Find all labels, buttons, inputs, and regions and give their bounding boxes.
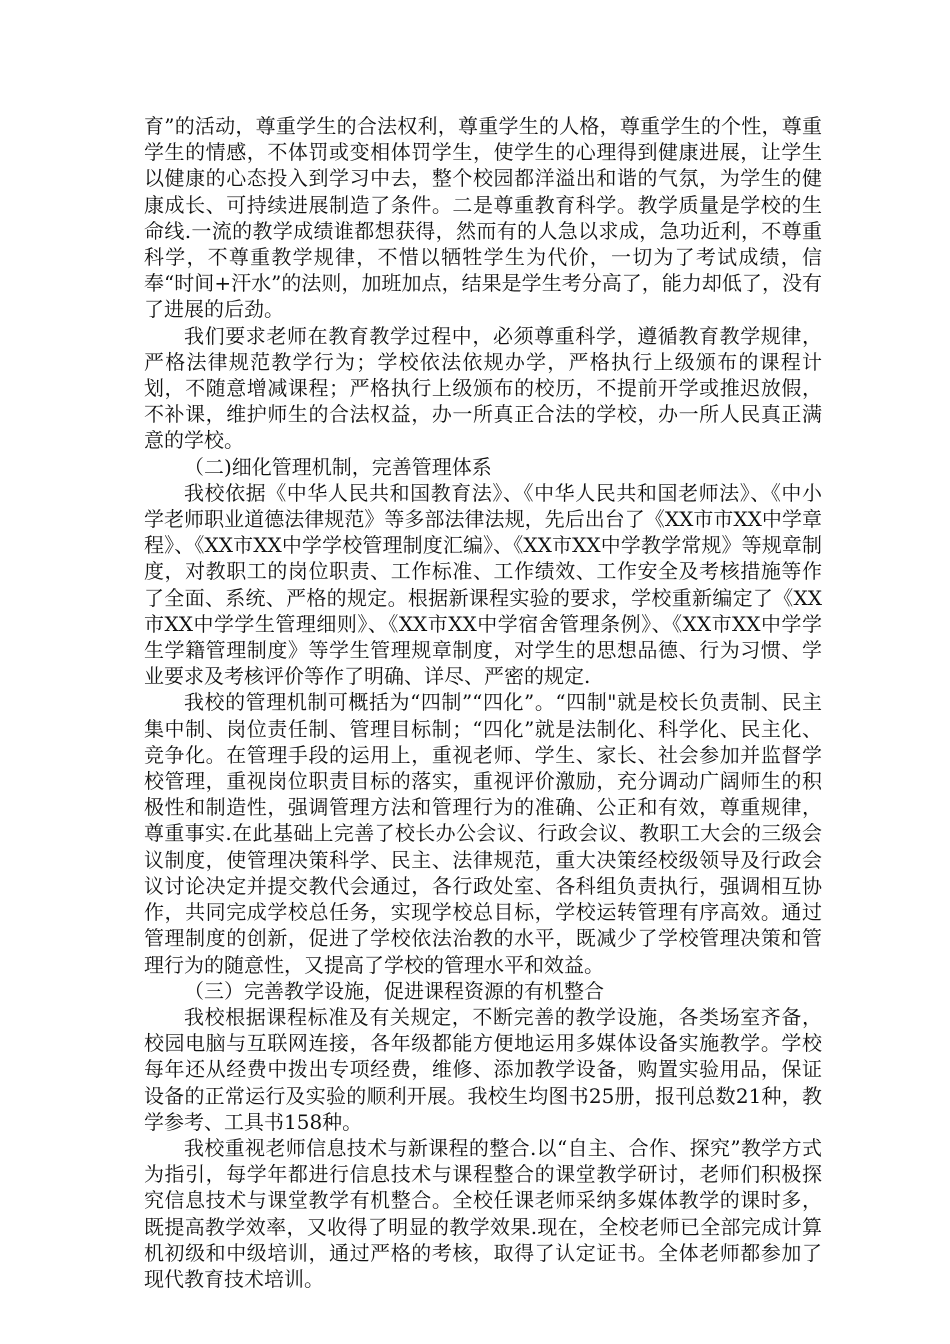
- document-body: [144, 113, 822, 1292]
- paragraph: 我校的管理机制可概括为“四制”“四化”。“四制"就是校长负责制、民主集中制、岗位责任制、管理目标制；“四化”就是法制化、科学化、民主化、竞争化。在管理手段的运用上，重视老师、学生、家长、社会参加并监督学校管理，重视岗位职责目标的落实，重视评价激励，充分调动广阔师生的积极性和制造性，强调管理方法和管理行为的准确、公正和有效，尊重规律，尊重事实.在此基础上完善了校长办公会议、行政会议、教职工大会的三级会议制度，使管理决策科学、民主、法律规范，重大决策经校级领导及行政会议讨论决定并提交教代会通过，各行政处室、各科组负责执行，强调相互协作，共同完成学校总任务，实现学校总目标，学校运转管理有序高效。通过管理制度的创新，促进了学校依法治教的水平，既减少了学校管理决策和管理行为的随意性，又提高了学校的管理水平和效益。: [144, 690, 822, 977]
- paragraph: 我们要求老师在教育教学过程中，必须尊重科学，遵循教育教学规律，严格法律规范教学行为；学校依法依规办学，严格执行上级颁布的课程计划，不随意增减课程；严格执行上级颁布的校历，不提前开学或推迟放假，不补课，维护师生的合法权益，办一所真正合法的学校，办一所人民真正满意的学校。: [144, 323, 822, 453]
- paragraph: 我校重视老师信息技术与新课程的整合.以“自主、合作、探究”教学方式为指引，每学年都进行信息技术与课程整合的课堂教学研讨，老师们积极探究信息技术与课堂教学有机整合。全校任课老师采纳多媒体教学的课时多，既提高教学效率，又收得了明显的教学效果.现在，全校老师已全部完成计算机初级和中级培训，通过严格的考核，取得了认定证书。全体老师都参加了现代教育技术培训。: [144, 1135, 822, 1291]
- section-heading: （三）完善教学设施，促进课程资源的有机整合: [184, 978, 604, 1003]
- paragraph-continued: 育”的活动，尊重学生的合法权利，尊重学生的人格，尊重学生的个性，尊重学生的情感，不体罚或变相体罚学生，使学生的心理得到健康进展，让学生以健康的心态投入到学习中去，整个校园都洋溢出和谐的气氛，为学生的健康成长、可持续进展制造了条件。二是尊重教育科学。教学质量是学校的生命线.一流的教学成绩谁都想获得，然而有的人急以求成，急功近利，不尊重科学，不尊重教学规律，不惜以牺牲学生为代价，一切为了考试成绩，信奉“时间+汗水”的法则，加班加点，结果是学生考分高了，能力却低了，没有了进展的后劲。: [144, 114, 822, 322]
- paragraph: 我校根据课程标准及有关规定，不断完善的教学设施，各类场室齐备，校园电脑与互联网连接，各年级都能方便地运用多媒体设备实施教学。学校每年还从经费中拨出专项经费，维修、添加教学设备，购置实验用品，保证设备的正常运行及实验的顺利开展。我校生均图书25册，报刊总数21种，教学参考、工具书158种。: [144, 1004, 822, 1134]
- paragraph: 我校依据《中华人民共和国教育法》、《中华人民共和国老师法》、《中小学老师职业道德法律规范》等多部法律法规，先后出台了《XX市市XX中学章程》、《XX市XX中学学校管理制度汇编》、《XX市XX中学教学常规》等规章制度，对教职工的岗位职责、工作标准、工作绩效、工作安全及考核措施等作了全面、系统、严格的规定。根据新课程实验的要求，学校重新编定了《XX市XX中学学生管理细则》、《XX市XX中学宿舍管理条例》、《XX市XX中学学生学籍管理制度》等学生管理规章制度，对学生的思想品德、行为习惯、学业要求及考核评价等作了明确、详尽、严密的规定.: [144, 480, 822, 689]
- section-heading: （二)细化管理机制，完善管理体系: [184, 454, 492, 479]
